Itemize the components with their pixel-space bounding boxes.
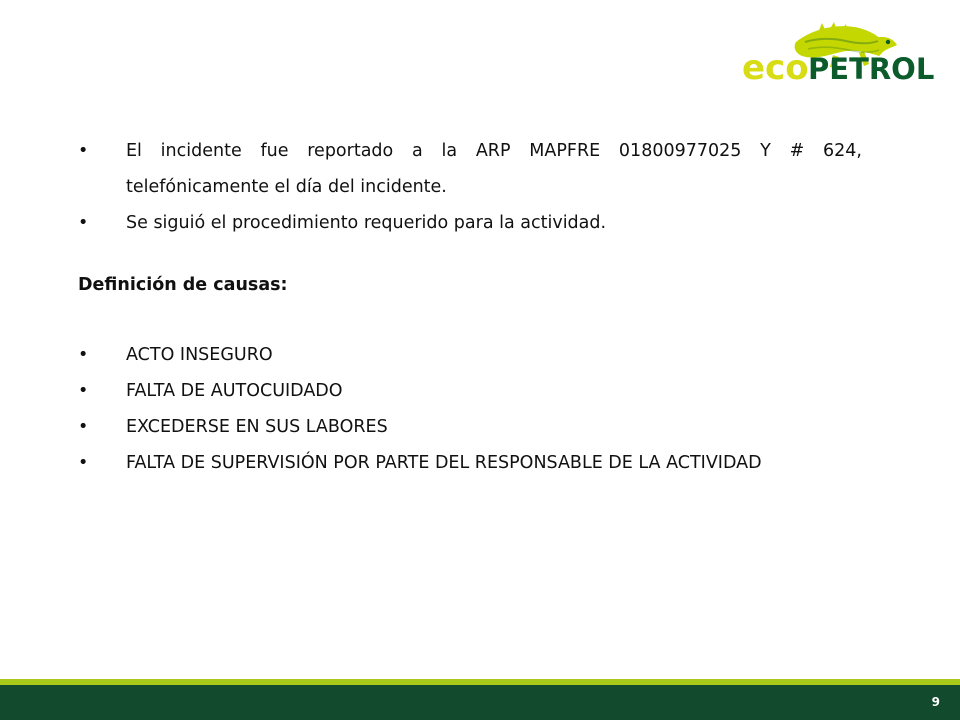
- definition-heading: Definición de causas:: [78, 275, 288, 295]
- svg-text:PETROL: PETROL: [808, 52, 934, 86]
- list-item: [78, 337, 862, 373]
- svg-text:eco: eco: [742, 48, 809, 88]
- procedure-followed-text: Se siguió el procedimiento requerido para la actividad.: [126, 213, 607, 233]
- incident-reported-text: El incidente fue reportado a la ARP MAPFRE 01800977025 Y # 624, telefónicamente el día del incidente.: [126, 141, 862, 197]
- bullet-icon: •: [78, 345, 89, 365]
- list-item: [78, 205, 862, 241]
- list-item: [78, 409, 862, 445]
- ecopetrol-logo: [738, 18, 934, 88]
- cause-text: EXCEDERSE EN SUS LABORES: [126, 417, 388, 437]
- cause-text: ACTO INSEGURO: [126, 345, 273, 365]
- bullet-icon: •: [78, 213, 89, 233]
- list-item: [78, 445, 862, 481]
- incident-report-list: [78, 133, 862, 241]
- slide-content: [78, 133, 862, 481]
- cause-text: FALTA DE AUTOCUIDADO: [126, 381, 343, 401]
- causes-list: [78, 337, 862, 481]
- bullet-icon: •: [78, 417, 89, 437]
- bullet-icon: •: [78, 381, 89, 401]
- footer-band: [0, 685, 960, 720]
- iguana-logo-icon: [738, 18, 934, 88]
- list-item: [78, 373, 862, 409]
- list-item: [78, 133, 862, 205]
- cause-text: FALTA DE SUPERVISIÓN POR PARTE DEL RESPONSABLE DE LA ACTIVIDAD: [126, 453, 762, 473]
- page-number: 9: [931, 695, 940, 709]
- bullet-icon: •: [78, 453, 89, 473]
- bullet-icon: •: [78, 141, 89, 161]
